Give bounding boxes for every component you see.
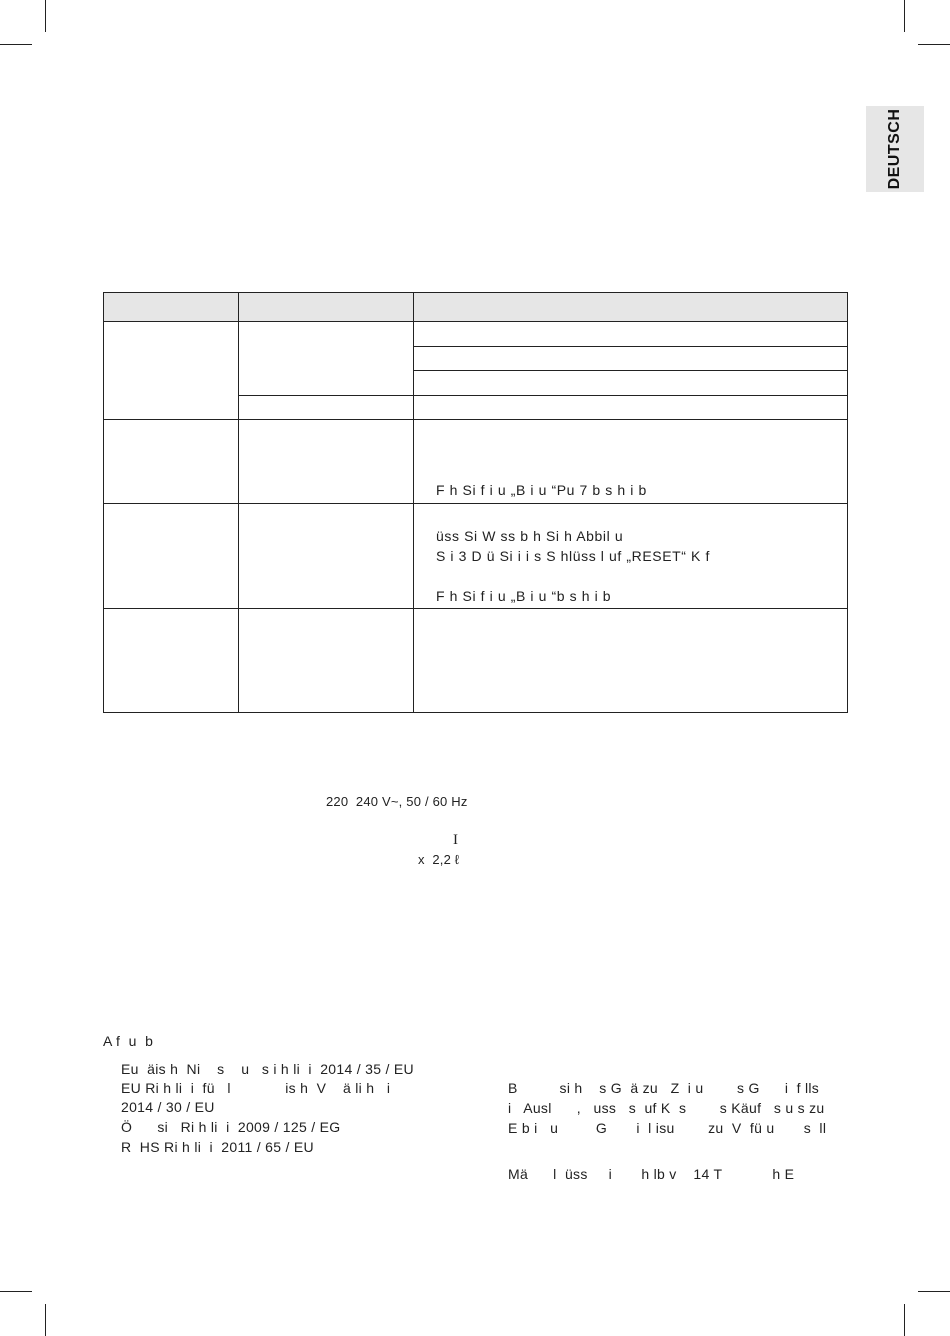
solution-text: S i 3 D ü Si i i s S hlüss l uf „RESET“ K f [436, 548, 710, 564]
crop-mark [918, 1291, 950, 1292]
conformity-item: Ö si Ri h li i 2009 / 125 / EG [121, 1119, 341, 1135]
solution-cell [414, 609, 848, 713]
crop-mark [918, 44, 950, 45]
conformity-item: Eu äis h Ni s u s i h li i 2014 / 35 / EU [121, 1061, 414, 1077]
warranty-text: Mä l üss i h lb v 14 T h E [508, 1166, 795, 1182]
solution-cell [414, 371, 848, 396]
crop-mark [45, 0, 46, 32]
protection-class-value: I [453, 832, 459, 848]
language-tab [866, 106, 924, 192]
conformity-item: 2014 / 30 / EU [121, 1099, 215, 1115]
table-row [104, 609, 848, 713]
crop-mark [45, 1304, 46, 1336]
cause-cell [239, 420, 414, 504]
problem-cell [104, 504, 239, 609]
language-label: DEUTSCH [886, 108, 903, 190]
solution-cell [414, 504, 848, 609]
conformity-heading: A f u b [103, 1033, 154, 1049]
table-row [104, 322, 848, 347]
voltage-value: 220 240 V~, 50 / 60 Hz [326, 794, 468, 809]
solution-cell [414, 322, 848, 347]
table-header-row [104, 293, 848, 322]
table-row [104, 504, 848, 609]
warranty-text: E b i u G i l isu zu V fü u s ll [508, 1120, 827, 1136]
solution-text: üss Si W ss b h Si h Abbil u [436, 528, 624, 544]
problem-cell [104, 609, 239, 713]
conformity-item: R HS Ri h li i 2011 / 65 / EU [121, 1139, 314, 1155]
warranty-text: i Ausl , uss s uf K s s Käuf s u s zu [508, 1100, 825, 1116]
header-solution [414, 293, 848, 322]
troubleshooting-table [103, 292, 848, 713]
solution-text: F h Si f i u „B i u “b s h i b [436, 588, 612, 604]
cause-cell [239, 609, 414, 713]
cause-cell [239, 504, 414, 609]
solution-cell [414, 347, 848, 371]
problem-cell [104, 322, 239, 420]
cause-cell [239, 322, 414, 396]
crop-mark [0, 1291, 32, 1292]
problem-cell [104, 420, 239, 504]
crop-mark [904, 1304, 905, 1336]
solution-cell [414, 396, 848, 420]
conformity-item: EU Ri h li i fü l is h V ä li h i [121, 1080, 391, 1096]
solution-text: F h Si f i u „B i u “Pu 7 b s h i b [436, 482, 647, 498]
crop-mark [0, 44, 32, 45]
table-row [104, 420, 848, 504]
crop-mark [904, 0, 905, 32]
solution-cell [414, 420, 848, 504]
capacity-value: x 2,2 ℓ [418, 852, 460, 867]
header-cause [239, 293, 414, 322]
warranty-text: B si h s G ä zu Z i u s G i f lls [508, 1080, 820, 1096]
cause-cell [239, 396, 414, 420]
header-problem [104, 293, 239, 322]
